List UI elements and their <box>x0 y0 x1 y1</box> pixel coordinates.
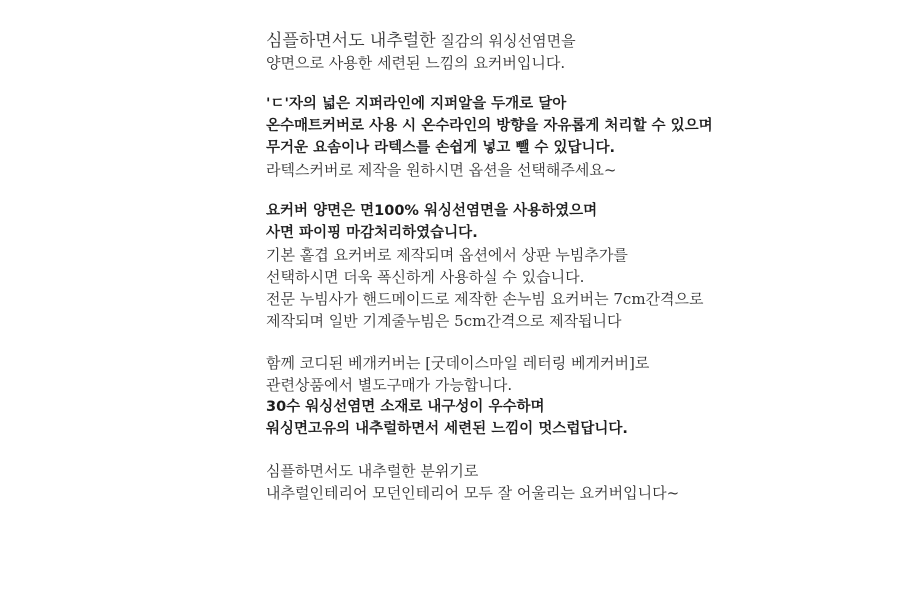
material-line-4: 선택하시면 더욱 폭신하게 사용하실 수 있습니다. <box>266 268 585 286</box>
material-line-6: 제작되며 일반 기계줄누빔은 5cm간격으로 제작됩니다 <box>266 312 622 330</box>
pillow-line-3: 30수 워싱선염면 소재로 내구성이 우수하며 <box>266 399 545 415</box>
product-description <box>266 30 886 524</box>
zipper-line-4: 라텍스커버로 제작을 원하시면 옵션을 선택해주세요~ <box>266 161 617 179</box>
zipper-paragraph <box>266 93 886 181</box>
closing-line-1: 심플하면서도 내추럴한 분위기로 <box>266 462 479 480</box>
pillow-line-2: 관련상품에서 별도구매가 가능합니다. <box>266 376 513 394</box>
closing-line-2: 내추럴인테리어 모던인테리어 모두 잘 어울리는 요커버입니다~ <box>266 484 680 502</box>
intro-line-2: 양면으로 사용한 세련된 느낌의 요커버입니다. <box>266 54 566 72</box>
material-paragraph <box>266 200 886 332</box>
zipper-line-2: 온수매트커버로 사용 시 온수라인의 방향을 자유롭게 처리할 수 있으며 <box>266 118 713 134</box>
material-line-3: 기본 홑겹 요커버로 제작되며 옵션에서 상판 누빔추가를 <box>266 246 628 264</box>
intro-line-1 <box>266 30 886 52</box>
intro-lead-text: 심플하면서도 내추럴한 <box>266 31 436 51</box>
pillow-line-4: 워싱면고유의 내추럴하면서 세련된 느낌이 멋스럽답니다. <box>266 421 628 437</box>
material-line-2: 사면 파이핑 마감처리하였습니다. <box>266 225 478 241</box>
zipper-line-3: 무거운 요솜이나 라텍스를 손쉽게 넣고 뺄 수 있답니다. <box>266 140 615 156</box>
intro-rest-text: 질감의 워싱선염면을 <box>435 32 576 50</box>
material-line-5: 전문 누빔사가 핸드메이드로 제작한 손누빔 요커버는 7cm간격으로 <box>266 290 704 308</box>
closing-paragraph <box>266 460 886 504</box>
material-line-1: 요커버 양면은 면100% 워싱선염면을 사용하였으며 <box>266 203 598 219</box>
pillow-line-1: 함께 코디된 베개커버는 [굿데이스마일 레터링 베게커버]로 <box>266 354 650 372</box>
intro-paragraph <box>266 30 886 74</box>
pillow-paragraph <box>266 352 886 440</box>
zipper-line-1: 'ㄷ'자의 넓은 지퍼라인에 지퍼알을 두개로 달아 <box>266 96 567 112</box>
